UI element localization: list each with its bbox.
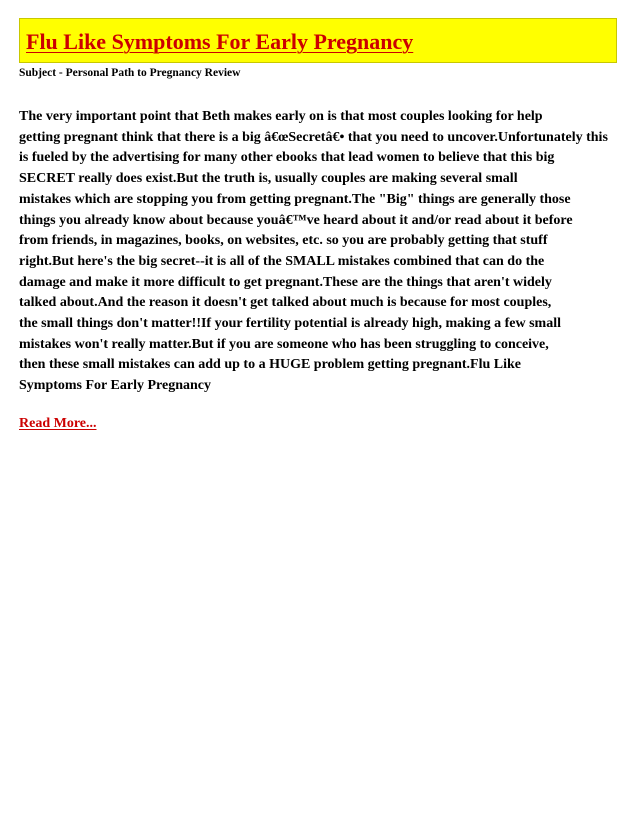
- body-line: the small things don't matter!!If your fertility potential is already high, making a few small: [19, 316, 561, 332]
- body-line: The very important point that Beth makes early on is that most couples looking for help: [19, 109, 543, 124]
- page-title[interactable]: Flu Like Symptoms For Early Pregnancy: [26, 29, 414, 54]
- body-line: then these small mistakes can add up to a HUGE problem getting pregnant.Flu Like: [19, 357, 521, 373]
- title-banner: [19, 18, 617, 63]
- body-line: talked about.And the reason it doesn't get talked about much is because for most couples,: [19, 295, 552, 311]
- body-line: mistakes which are stopping you from getting pregnant.The "Big" things are generally those: [19, 191, 571, 207]
- article-paragraph: [19, 107, 638, 397]
- read-more-link[interactable]: Read More...: [19, 416, 97, 431]
- article-body: [19, 107, 638, 397]
- body-line: is fueled by the advertising for many other ebooks that lead women to believe that this big: [19, 150, 555, 166]
- body-line: things you already know about because youâ€™ve heard about it and/or read about it before: [19, 212, 573, 228]
- body-line: Symptoms For Early Pregnancy: [19, 378, 211, 394]
- body-line: SECRET really does exist.But the truth is, usually couples are making several small: [19, 171, 518, 187]
- body-line: mistakes won't really matter.But if you are someone who has been struggling to conceive,: [19, 336, 549, 352]
- subject-line: Subject - Personal Path to Pregnancy Review: [19, 67, 241, 79]
- body-line: getting pregnant think that there is a big â€œSecretâ€• that you need to uncover.Unfortunately this: [19, 129, 608, 145]
- body-line: right.But here's the big secret--it is all of the SMALL mistakes combined that can do the: [19, 253, 545, 269]
- body-line: from friends, in magazines, books, on websites, etc. so you are probably getting that stuff: [19, 233, 548, 249]
- body-line: damage and make it more difficult to get pregnant.These are the things that aren't widely: [19, 274, 552, 290]
